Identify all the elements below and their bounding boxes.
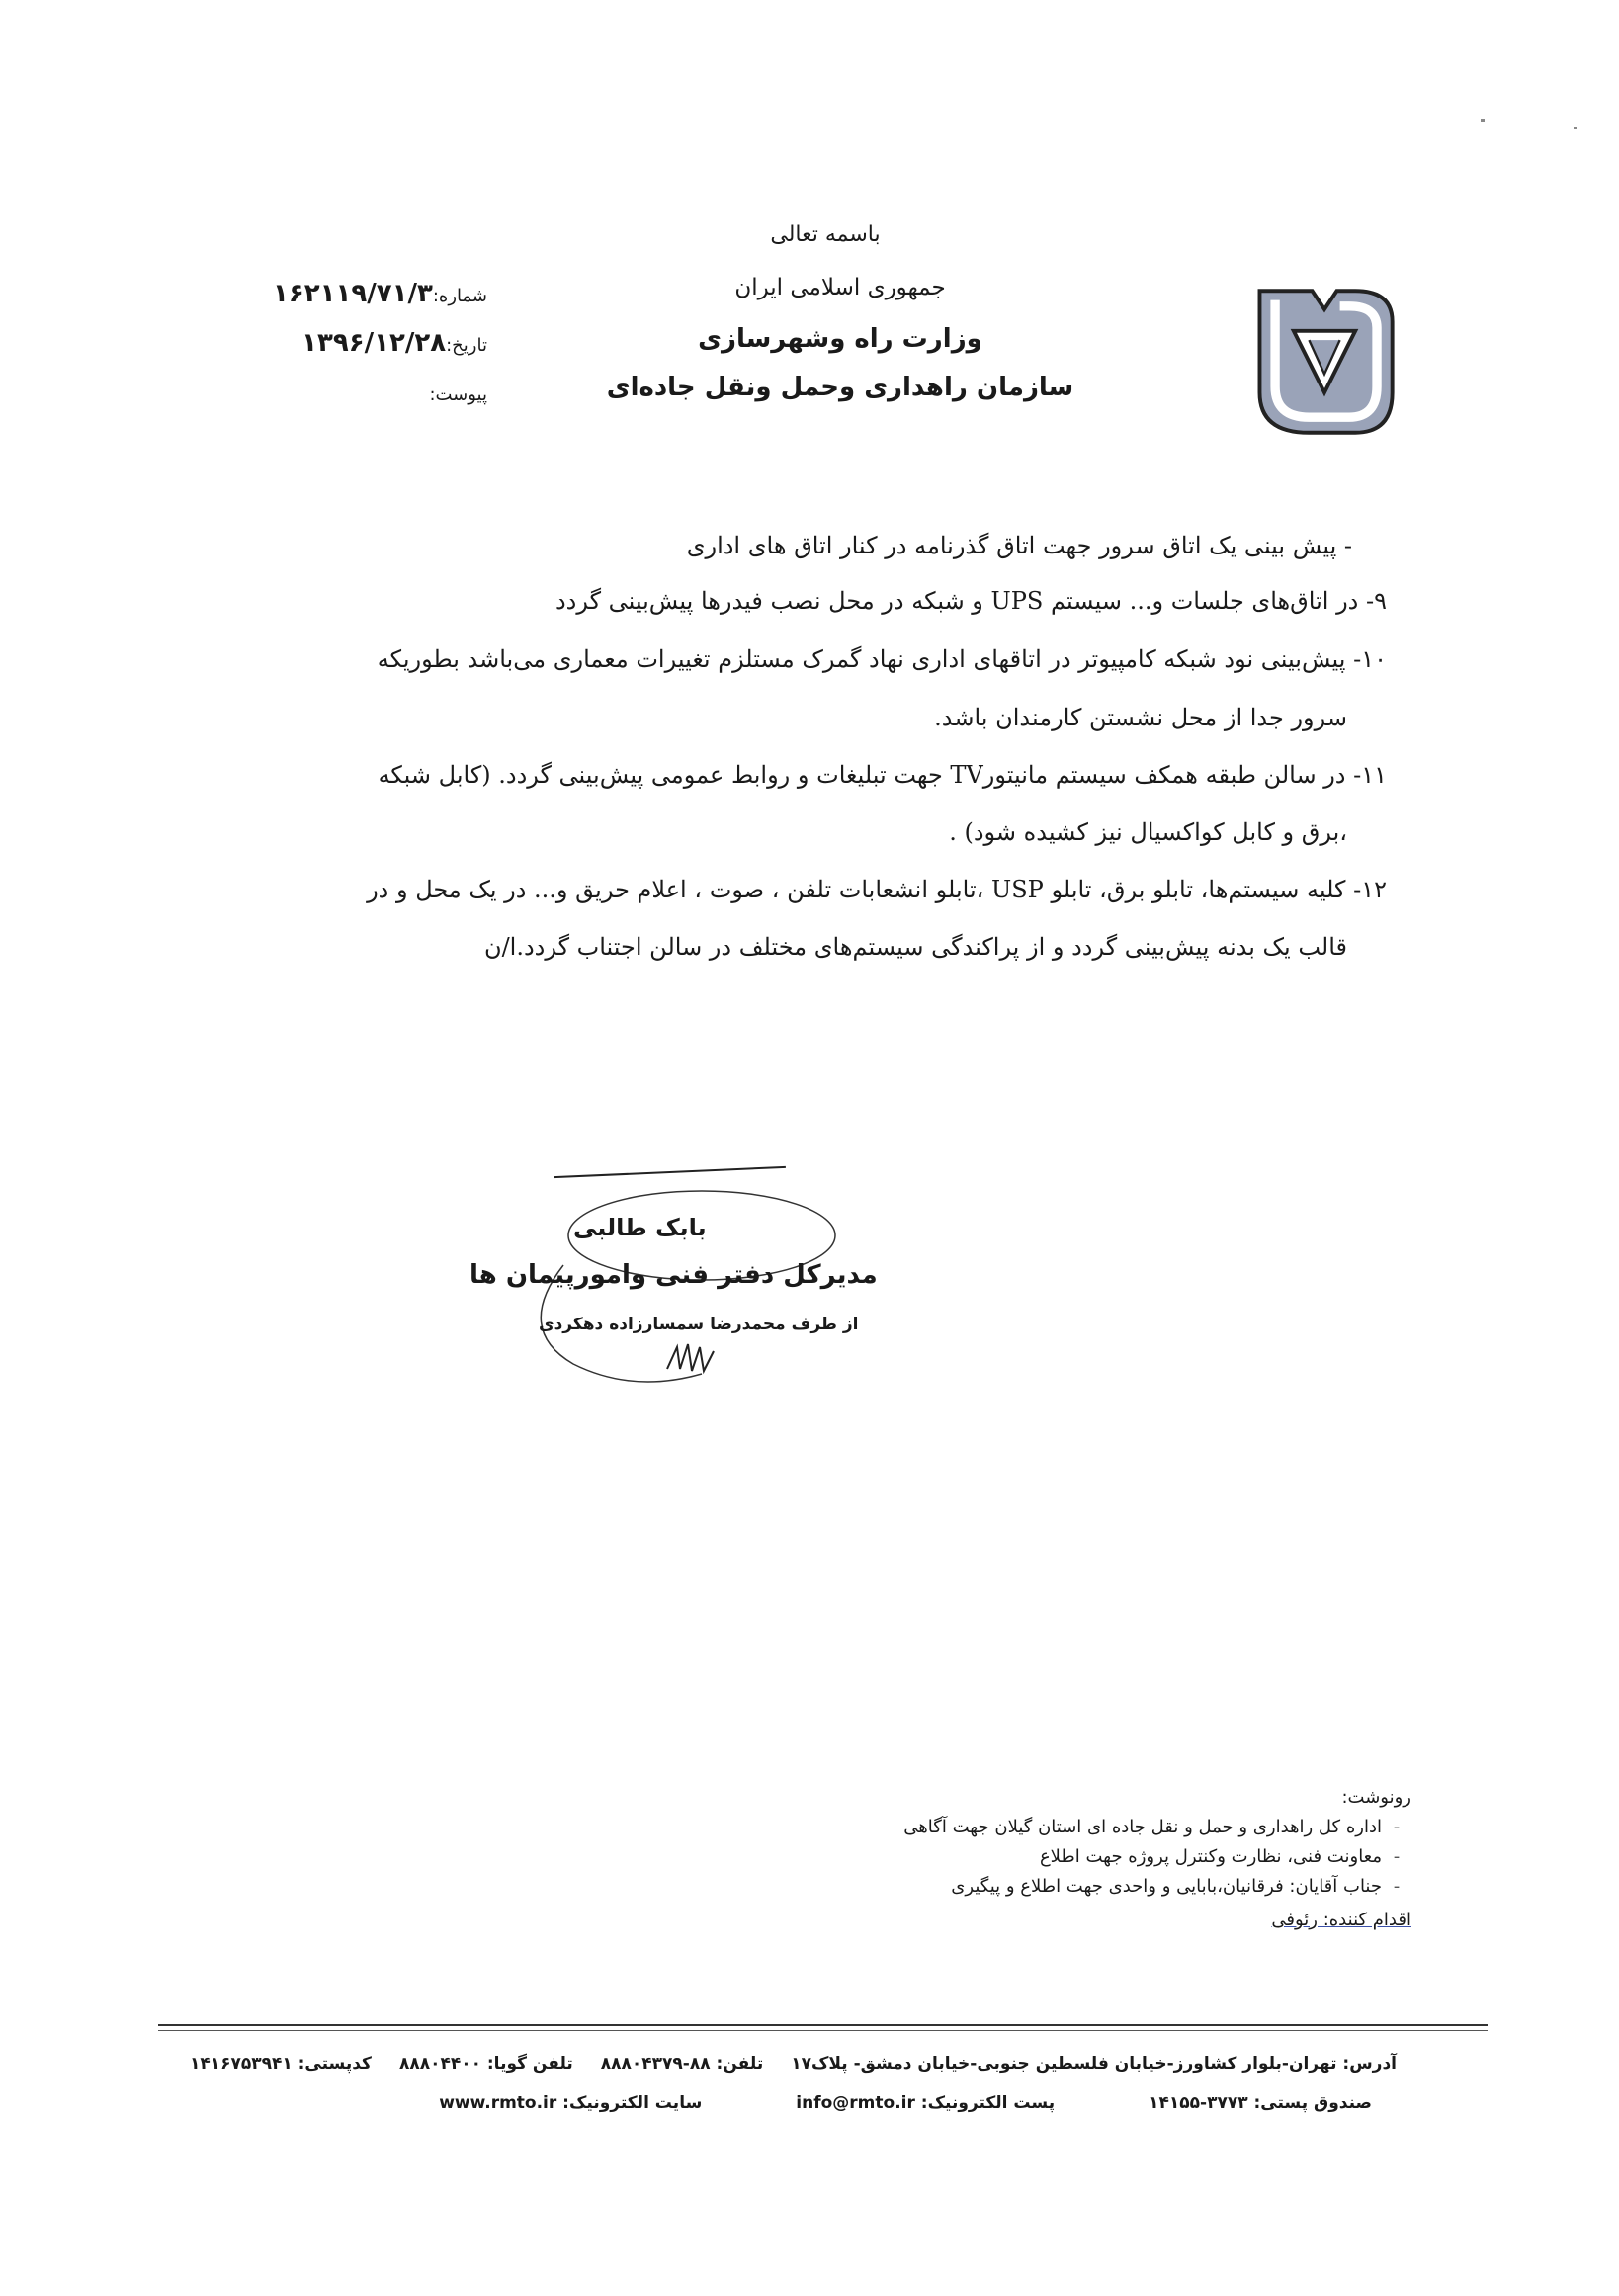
signatory-title: مدیرکل دفتر فنی وامورپیمان ها	[469, 1260, 878, 1290]
country-name: جمهوری اسلامی ایران	[734, 275, 946, 300]
cc-item: -جناب آقایان: فرقانیان،بابایی و واحدی جهت اطلاع و پیگیری	[951, 1876, 1401, 1897]
scan-speck	[1574, 127, 1577, 129]
cc-item-text: معاونت فنی، نظارت وکنترل پروژه جهت اطلاع	[1039, 1846, 1382, 1867]
footer-phone: تلفن: ۸۸-۸۸۸۰۴۳۷۹	[600, 2054, 764, 2074]
date-label: تاریخ:	[446, 335, 487, 356]
ministry-name: وزارت راه وشهرسازی	[698, 324, 982, 354]
body-line: ۱۰- پیش‌بینی نود شبکه کامپیوتر در اتاقهای اداری نهاد گمرک مستلزم تغییرات معماری می‌باشد بطوریکه	[377, 645, 1387, 673]
footer-po-box: صندوق پستی: ۳۷۷۳-۱۴۱۵۵	[1149, 2093, 1372, 2113]
cc-item: -معاونت فنی، نظارت وکنترل پروژه جهت اطلاع	[1039, 1846, 1401, 1867]
scan-speck	[1481, 119, 1485, 122]
body-line: سرور جدا از محل نشستن کارمندان باشد.	[934, 704, 1347, 731]
cc-item-text: جناب آقایان: فرقانیان،بابایی و واحدی جهت اطلاع و پیگیری	[951, 1876, 1382, 1897]
signature-rule	[554, 1166, 786, 1178]
letter-attachment	[429, 382, 487, 406]
body-line: - پیش بینی یک اتاق سرور جهت اتاق گذرنامه در کنار اتاق های اداری	[686, 532, 1352, 559]
footer-line-2	[345, 2093, 1372, 2113]
footer-phone-auto: تلفن گویا: ۸۸۸۰۴۴۰۰	[398, 2054, 573, 2074]
letter-date	[301, 328, 487, 358]
organization-logo-icon	[1247, 285, 1402, 439]
signatory-name: بابک طالبی	[573, 1214, 707, 1241]
number-label: شماره:	[432, 286, 487, 306]
footer-address: آدرس: تهران-بلوار کشاورز-خیابان فلسطین جنوبی-خیابان دمشق- پلاک۱۷	[791, 2054, 1397, 2074]
footer-rule	[158, 2024, 1488, 2026]
footer-rule	[158, 2030, 1488, 2031]
footer-website[interactable]: سایت الکترونیک: www.rmto.ir	[439, 2093, 703, 2113]
signatory-on-behalf: از طرف محمدرضا سمسارزاده دهکردی	[539, 1315, 859, 1334]
footer-line-1	[162, 2054, 1397, 2074]
cc-item: -اداره کل راهداری و حمل و نقل جاده ای استان گیلان جهت آگاهی	[903, 1817, 1401, 1837]
organization-name: سازمان راهداری وحمل ونقل جاده‌ای	[606, 373, 1074, 402]
body-line: ۱۱- در سالن طبقه همکف سیستم مانیتورTV جهت تبلیغات و روابط عمومی پیش‌بینی گردد. (کابل شبکه	[378, 761, 1387, 789]
number-value: ۱۶۲۱۱۹/۷۱/۳	[273, 279, 433, 308]
letter-number	[273, 279, 487, 308]
body-line: ۹- در اتاق‌های جلسات و... سیستم UPS و شبکه در محل نصب فیدرها پیش‌بینی گردد	[554, 587, 1387, 615]
cc-actor: اقدام کننده: رئوفی	[1271, 1910, 1411, 1930]
footer-postal-code: کدپستی: ۱۴۱۶۷۵۳۹۴۱	[189, 2054, 372, 2074]
cc-title: رونوشت:	[1341, 1787, 1411, 1808]
footer-email[interactable]: پست الکترونیک: info@rmto.ir	[796, 2093, 1056, 2113]
cc-item-text: اداره کل راهداری و حمل و نقل جاده ای استان گیلان جهت آگاهی	[903, 1817, 1382, 1837]
date-value: ۱۳۹۶/۱۲/۲۸	[301, 328, 447, 358]
attachment-label: پیوست:	[429, 384, 487, 405]
body-line: ۱۲- کلیه سیستم‌ها، تابلو برق، تابلو USP ،تابلو انشعابات تلفن ، صوت ، اعلام حریق و... در یک محل و در	[367, 876, 1387, 903]
body-line: ،برق و کابل کواکسیال نیز کشیده شود) .	[949, 818, 1347, 846]
body-line: قالب یک بدنه پیش‌بینی گردد و از پراکندگی سیستم‌های مختلف در سالن اجتناب گردد.ا/ن	[483, 933, 1347, 961]
invocation: باسمه تعالی	[770, 222, 881, 247]
